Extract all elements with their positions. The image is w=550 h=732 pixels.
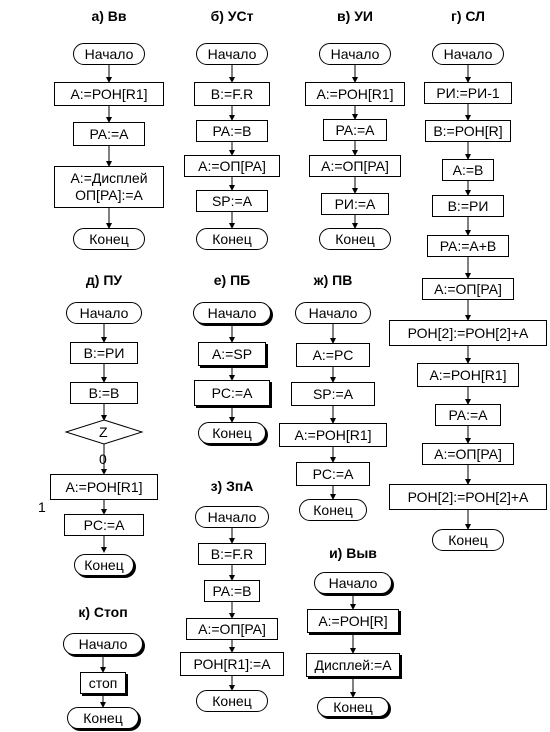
- process-step: PC:=A: [194, 380, 270, 406]
- process-step: A:=РОН[R1]: [417, 363, 519, 387]
- process-step: PC:=A: [64, 514, 144, 536]
- process-step: PA:=B: [204, 580, 260, 602]
- process-step: A:=РОН[R1]: [54, 82, 164, 106]
- start-terminal: Начало: [63, 633, 143, 655]
- branch-label-1: 1: [38, 499, 46, 515]
- end-terminal: Конец: [196, 690, 268, 712]
- process-step: A:=PC: [296, 343, 370, 367]
- process-step: A:=РОН[R1]: [50, 474, 158, 500]
- process-step: PA:=B: [196, 120, 268, 142]
- end-terminal: Конец: [74, 554, 134, 576]
- process-step: B:=РИ: [70, 342, 138, 364]
- chart-title-zh: ж) ПВ: [313, 272, 353, 288]
- process-step: РОН[R1]:=A: [180, 652, 284, 676]
- start-terminal: Начало: [196, 43, 268, 65]
- process-step: B:=РОН[R]: [425, 120, 511, 142]
- end-terminal: Конец: [198, 422, 266, 444]
- process-step: B:=F.R: [198, 543, 266, 565]
- process-step: Дисплей:=A: [306, 653, 400, 677]
- process-step: РОН[2]:=РОН[2]+A: [389, 320, 547, 346]
- process-step: стоп: [80, 672, 126, 694]
- end-terminal: Конец: [196, 228, 268, 250]
- start-terminal: Начало: [432, 43, 504, 65]
- process-step: B:=F.R: [194, 82, 270, 106]
- chart-title-a: а) Вв: [91, 8, 127, 24]
- branch-label-0: 0: [99, 451, 107, 467]
- start-terminal: Начало: [66, 302, 142, 324]
- chart-title-k: к) Стоп: [78, 604, 128, 620]
- process-step: SP:=A: [291, 382, 375, 406]
- end-terminal: Конец: [319, 228, 391, 250]
- start-terminal: Начало: [295, 302, 371, 324]
- process-step: РИ:=A: [321, 193, 389, 215]
- process-step: A:=B: [442, 159, 494, 181]
- end-terminal: Конец: [73, 228, 145, 250]
- process-step: A:=SP: [198, 342, 266, 366]
- process-step: A:=ОП[PA]: [422, 278, 514, 300]
- process-step: SP:=A: [196, 190, 268, 212]
- start-terminal: Начало: [193, 302, 271, 324]
- decision-label: Z: [99, 424, 108, 440]
- process-step: PA:=A+B: [427, 235, 509, 257]
- process-step: A:=ОП[PA]: [422, 443, 514, 465]
- start-terminal: Начало: [314, 572, 392, 594]
- chart-title-z: з) ЗпА: [210, 478, 254, 494]
- chart-title-g: г) СЛ: [451, 8, 485, 24]
- chart-title-v: в) УИ: [337, 8, 373, 24]
- process-step: PA:=A: [73, 122, 145, 146]
- start-terminal: Начало: [319, 43, 391, 65]
- process-step: РОН[2]:=РОН[2]+A: [389, 484, 547, 510]
- end-terminal: Конец: [67, 707, 139, 729]
- process-step: PC:=A: [296, 462, 370, 486]
- chart-title-i: и) Выв: [329, 545, 377, 561]
- process-step: B:=РИ: [432, 195, 504, 217]
- process-step: A:=ОП[PA]: [186, 618, 278, 640]
- end-terminal: Конец: [299, 499, 367, 521]
- process-step: A:=Дисплей ОП[PA]:=A: [54, 166, 164, 208]
- chart-title-b: б) УСт: [210, 8, 254, 24]
- process-step: A:=ОП[PA]: [309, 155, 401, 177]
- start-terminal: Начало: [195, 506, 269, 528]
- chart-title-d: д) ПУ: [85, 272, 123, 288]
- start-terminal: Начало: [73, 43, 145, 65]
- process-step: A:=ОП[PA]: [184, 155, 280, 177]
- process-step: PA:=A: [323, 119, 387, 141]
- chart-title-e: е) ПБ: [213, 272, 251, 288]
- end-terminal: Конец: [317, 697, 389, 717]
- process-step: A:=РОН[R1]: [279, 423, 387, 447]
- process-step: A:=РОН[R]: [307, 609, 399, 633]
- process-step: РИ:=РИ-1: [424, 82, 512, 104]
- end-terminal: Конец: [432, 529, 504, 551]
- process-step: B:=B: [70, 382, 138, 404]
- process-step: PA:=A: [435, 404, 501, 426]
- process-step: A:=РОН[R1]: [305, 82, 405, 106]
